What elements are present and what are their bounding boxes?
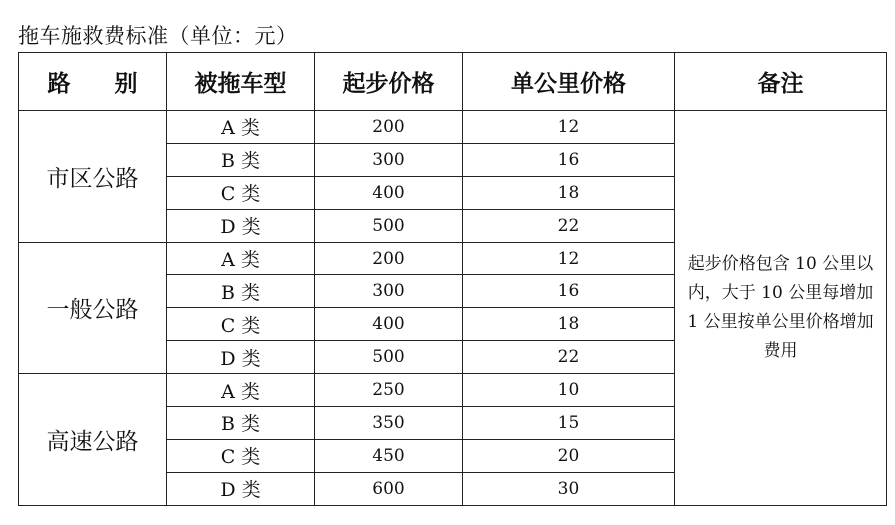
vehicle-class-cell: A 类 [167, 374, 315, 407]
vehicle-class-cell: D 类 [167, 341, 315, 374]
road-type-cell: 高速公路 [19, 374, 167, 506]
table-caption: 拖车施救费标准（单位：元） [18, 24, 298, 48]
per-km-price-cell: 12 [463, 111, 675, 144]
vehicle-class-cell: C 类 [167, 439, 315, 472]
start-price-cell: 300 [315, 275, 463, 308]
per-km-price-cell: 16 [463, 143, 675, 176]
table-body [19, 111, 887, 506]
vehicle-class-cell: B 类 [167, 143, 315, 176]
header-road-char-1: 路 [47, 71, 71, 97]
per-km-price-cell: 22 [463, 209, 675, 242]
vehicle-class-cell: A 类 [167, 111, 315, 144]
per-km-price-cell: 30 [463, 472, 675, 505]
per-km-price-cell: 22 [463, 341, 675, 374]
header-vehicle-type: 被拖车型 [167, 53, 315, 111]
vehicle-class-cell: D 类 [167, 472, 315, 505]
start-price-cell: 400 [315, 176, 463, 209]
start-price-cell: 500 [315, 209, 463, 242]
start-price-cell: 350 [315, 407, 463, 440]
start-price-cell: 450 [315, 439, 463, 472]
per-km-price-cell: 12 [463, 242, 675, 275]
vehicle-class-cell: C 类 [167, 308, 315, 341]
per-km-price-cell: 10 [463, 374, 675, 407]
per-km-price-cell: 18 [463, 308, 675, 341]
towing-fee-table [18, 52, 887, 506]
header-row [19, 53, 887, 111]
per-km-price-cell: 18 [463, 176, 675, 209]
road-type-cell: 一般公路 [19, 242, 167, 374]
table-row [19, 111, 887, 144]
per-km-price-cell: 15 [463, 407, 675, 440]
header-road [19, 53, 167, 111]
start-price-cell: 400 [315, 308, 463, 341]
start-price-cell: 250 [315, 374, 463, 407]
per-km-price-cell: 16 [463, 275, 675, 308]
note-cell: 起步价格包含 10 公里以内，大于 10 公里每增加 1 公里按单公里价格增加费用 [675, 111, 887, 506]
header-per-km-price: 单公里价格 [463, 53, 675, 111]
vehicle-class-cell: B 类 [167, 407, 315, 440]
start-price-cell: 200 [315, 111, 463, 144]
start-price-cell: 200 [315, 242, 463, 275]
header-start-price: 起步价格 [315, 53, 463, 111]
header-note: 备注 [675, 53, 887, 111]
vehicle-class-cell: D 类 [167, 209, 315, 242]
start-price-cell: 500 [315, 341, 463, 374]
start-price-cell: 600 [315, 472, 463, 505]
vehicle-class-cell: C 类 [167, 176, 315, 209]
per-km-price-cell: 20 [463, 439, 675, 472]
header-road-char-2: 别 [114, 71, 138, 97]
vehicle-class-cell: A 类 [167, 242, 315, 275]
vehicle-class-cell: B 类 [167, 275, 315, 308]
road-type-cell: 市区公路 [19, 111, 167, 243]
start-price-cell: 300 [315, 143, 463, 176]
